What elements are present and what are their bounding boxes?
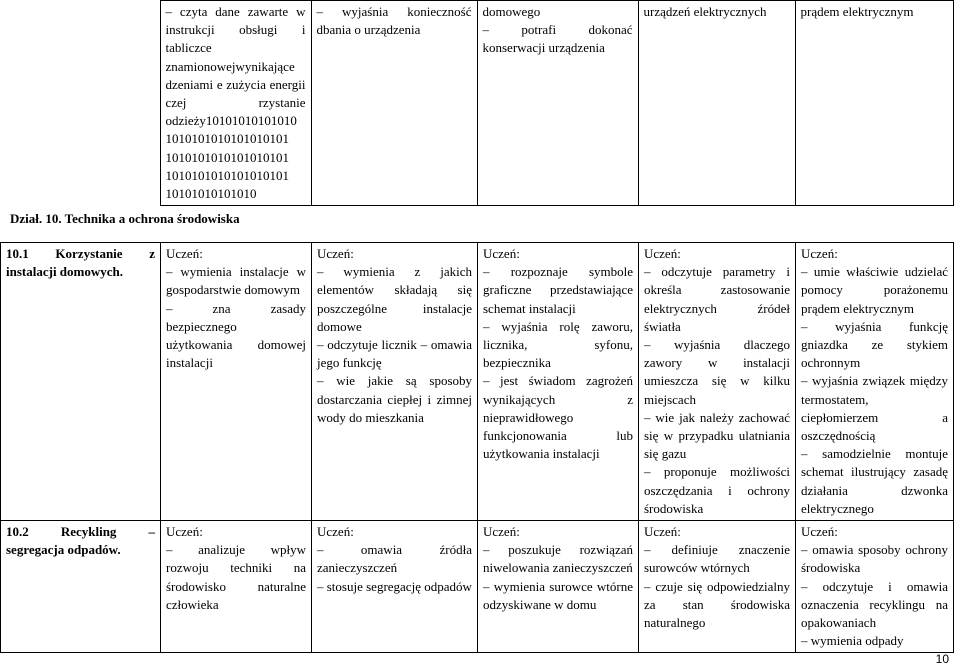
level-cell (161, 521, 312, 653)
requirements-table (0, 242, 954, 653)
cell-heading: Uczeń: (644, 524, 681, 540)
cell-heading: Uczeń: (644, 246, 681, 261)
top-cell-3: domowego – potrafi dokonać konserwacji urządzenia (477, 1, 638, 206)
level-cell (478, 243, 639, 521)
cell-text: – omawia źródła zanieczyszczeń – stosuje segregację odpadów (317, 542, 472, 594)
top-cell-4: urządzeń elektrycznych (638, 1, 795, 206)
cell-heading: Uczeń: (317, 246, 354, 261)
table-row (1, 243, 954, 521)
top-cell-2: – wyjaśnia konieczność dbania o urządzenia (311, 1, 477, 206)
cell-heading: Uczeń: (801, 524, 838, 540)
cell-heading: Uczeń: (483, 246, 520, 261)
cell-text: – rozpoznaje symbole graficzne przedstawiające schemat instalacji – wyjaśnia rolę zaworu, licznika, syfonu, bezpiecznika – jest świadom zagrożeń wynikających z nieprawidłowego funkcjonowania lub użytkowania instalacji (483, 264, 633, 462)
level-cell (796, 243, 954, 521)
level-cell (312, 521, 478, 653)
topic-cell: 10.2 Recykling – segregacja odpadów. (1, 521, 161, 653)
cell-heading: Uczeń: (801, 246, 838, 261)
level-cell (639, 243, 796, 521)
cell-heading: Uczeń: (317, 524, 354, 540)
cell-text: – definiuje znaczenie surowców wtórnych – czuje się odpowiedzialny za stan środowiska naturalnego (644, 542, 790, 631)
level-cell (796, 521, 954, 653)
cell-text: – wymienia z jakich elementów składają się poszczególne instalacje domowe – odczytuje licznik – omawia jego funkcję – wie jakie są sposoby dostarczania ciepłej i zimnej wody do mieszkania (317, 264, 472, 425)
cell-text: – poszukuje rozwiązań niwelowania zanieczyszczeń – wymienia surowce wtórne odzyskiwane w domu (483, 542, 633, 612)
top-continuation-table (0, 0, 954, 206)
top-cell-5: prądem elektrycznym (795, 1, 953, 206)
level-cell (161, 243, 312, 521)
cell-heading: Uczeń: (166, 246, 203, 261)
cell-heading: Uczeń: (483, 524, 520, 540)
top-cell-empty (0, 1, 160, 206)
cell-text: – wymienia instalacje w gospodarstwie domowym – zna zasady bezpiecznego użytkowania domowej instalacji (166, 264, 306, 371)
level-cell (312, 243, 478, 521)
cell-text: – odczytuje parametry i określa zastosowanie elektrycznych źródeł światła – wyjaśnia dlaczego zawory w instalacji umieszcza się w kilku miejscach – wie jak należy zachować się w przypadku ulatniania się gazu – proponuje możliwości oszczędzania i ochrony środowiska (644, 264, 790, 516)
level-cell (478, 521, 639, 653)
top-cell-1: – czyta dane zawarte w instrukcji obsługi i tabliczce znamionowejwynikające dzeniami e zużycia energii czej rzystanie odzieży10101010101010 1010101010101010101 1010101010101010101 1010101010101010101 10101010101010 (160, 1, 311, 206)
page-number: 10 (935, 652, 949, 666)
cell-heading: Uczeń: (166, 524, 203, 540)
cell-text: – umie właściwie udzielać pomocy porażonemu prądem elektrycznym – wyjaśnia funkcję gniazdka ze stykiem ochronnym – wyjaśnia związek między termostatem, ciepłomierzem a oszczędnością – samodzielnie montuje schemat ilustrujący zasadę działania dzwonka elektrycznego (801, 264, 948, 516)
level-cell (639, 521, 796, 653)
topic-cell: 10.1 Korzystanie z instalacji domowych. (1, 243, 161, 521)
cell-text: – analizuje wpływ rozwoju techniki na środowisko naturalne człowieka (166, 542, 306, 612)
cell-text: – omawia sposoby ochrony środowiska – odczytuje i omawia oznaczenia recyklingu na opakowaniach – wymienia odpady (801, 542, 948, 649)
section-title: Dział. 10. Technika a ochrona środowiska (10, 211, 240, 226)
table-row (1, 521, 954, 653)
